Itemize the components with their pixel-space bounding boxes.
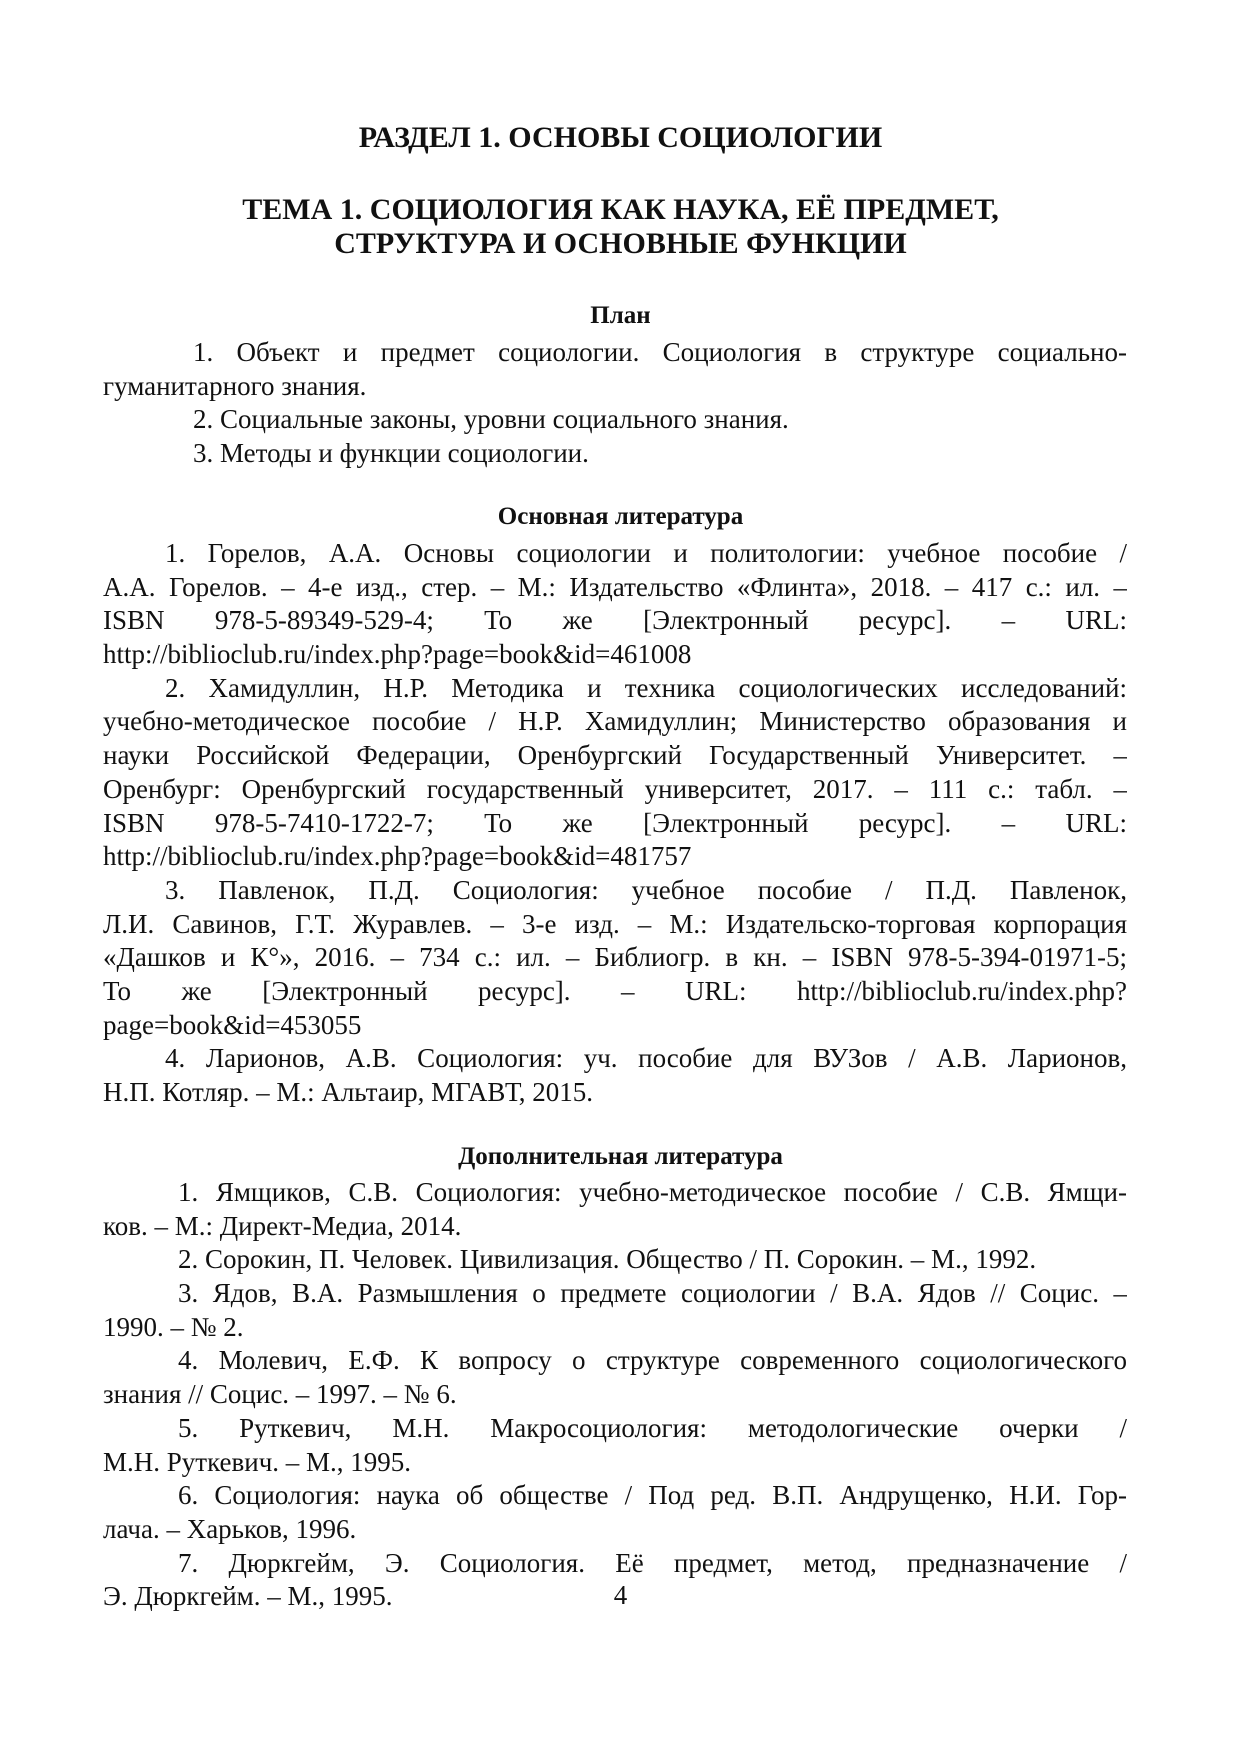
text-line: А.А. Горелов. – 4-е изд., стер. – М.: Издательство «Флинта», 2018. – 417 с.: ил. – [103, 571, 1127, 602]
topic-title-line: ТЕМА 1. СОЦИОЛОГИЯ КАК НАУКА, ЕЁ ПРЕДМЕТ, [242, 193, 999, 226]
text-line: 3. Методы и функции социологии. [193, 438, 589, 469]
text-line: 1. Горелов, А.А. Основы социологии и политологии: учебное пособие / [165, 538, 1127, 568]
text-line: 1. Ямщиков, С.В. Социология: учебно-методическое пособие / С.В. Ямщи- [178, 1177, 1127, 1207]
plan-heading: План [590, 302, 651, 329]
main-literature-heading: Основная литература [497, 503, 744, 530]
list-item [103, 1243, 1127, 1277]
text-line: 7. Дюркгейм, Э. Социология. Её предмет, метод, предназначение / [178, 1547, 1127, 1578]
text-line: То же [Электронный ресурс]. – URL: http://biblioclub.ru/index.php? [103, 975, 1127, 1006]
text-line: 2. Хамидуллин, Н.Р. Методика и техника социологических исследований: [165, 672, 1127, 703]
text-line: ISBN 978-5-7410-1722-7; То же [Электронный ресурс]. – URL: [103, 807, 1127, 838]
text-line: 1990. – № 2. [103, 1311, 244, 1342]
text-line: М.Н. Руткевич. – М., 1995. [103, 1446, 412, 1477]
topic-title-line: СТРУКТУРА И ОСНОВНЫЕ ФУНКЦИИ [334, 227, 907, 260]
text-line: 2. Сорокин, П. Человек. Цивилизация. Общество / П. Сорокин. – М., 1992. [178, 1244, 1037, 1275]
list-item [103, 1344, 1127, 1411]
text-line: Н.П. Котляр. – М.: Альтаир, МГАВТ, 2015. [103, 1077, 594, 1107]
text-line: http://biblioclub.ru/index.php?page=book&id=461008 [103, 639, 692, 670]
list-item [103, 672, 1127, 874]
text-line: Оренбург: Оренбургский государственный университет, 2017. – 111 с.: табл. – [103, 773, 1127, 804]
list-item [103, 1176, 1127, 1243]
text-line: page=book&id=453055 [103, 1009, 362, 1040]
plan-list [103, 336, 1127, 471]
text-line: знания // Социс. – 1997. – № 6. [103, 1379, 457, 1410]
text-line: Э. Дюркгейм. – М., 1995. [103, 1581, 393, 1612]
list-item [103, 336, 1127, 403]
text-line: гуманитарного знания. [103, 370, 367, 401]
text-line: «Дашков и К°», 2016. – 734 с.: ил. – Библиогр. в кн. – ISBN 978-5-394-01971-5; [103, 942, 1127, 973]
list-item [103, 403, 1127, 437]
list-item [103, 1277, 1127, 1344]
list-item [103, 537, 1127, 672]
text-line: учебно-методическое пособие / Н.Р. Хамидуллин; Министерство образования и [103, 706, 1127, 737]
text-line: 1. Объект и предмет социологии. Социология в структуре социально- [193, 337, 1127, 367]
extra-literature-list [103, 1176, 1127, 1614]
text-line: 3. Ядов, В.А. Размышления о предмете социологии / В.А. Ядов // Социс. – [178, 1278, 1127, 1309]
list-item [103, 437, 1127, 471]
text-line: http://biblioclub.ru/index.php?page=book&id=481757 [103, 841, 692, 872]
text-line: науки Российской Федерации, Оренбургский Государственный Университет. – [103, 740, 1127, 771]
text-line: лача. – Харьков, 1996. [103, 1513, 357, 1544]
extra-literature-heading: Дополнительная литература [458, 1143, 783, 1170]
list-item [103, 874, 1127, 1042]
section-title: РАЗДЕЛ 1. ОСНОВЫ СОЦИОЛОГИИ [358, 121, 883, 154]
list-item [103, 1412, 1127, 1479]
text-line: 3. Павленок, П.Д. Социология: учебное пособие / П.Д. Павленок, [165, 874, 1127, 905]
text-line: 5. Руткевич, М.Н. Макросоциология: методологические очерки / [178, 1412, 1127, 1443]
main-literature-list [103, 537, 1127, 1110]
text-line: Л.И. Савинов, Г.Т. Журавлев. – 3-е изд. – М.: Издательско-торговая корпорация [103, 908, 1127, 939]
text-line: 4. Молевич, Е.Ф. К вопросу о структуре современного социологического [178, 1345, 1127, 1376]
text-line: 2. Социальные законы, уровни социального знания. [193, 404, 789, 435]
page-number: 4 [613, 1580, 628, 1610]
list-item [103, 1479, 1127, 1546]
list-item [103, 1042, 1127, 1109]
text-line: ISBN 978-5-89349-529-4; То же [Электронный ресурс]. – URL: [103, 605, 1127, 636]
text-line: ков. – М.: Директ-Медиа, 2014. [103, 1210, 462, 1241]
topic-title [0, 193, 1241, 261]
text-line: 4. Ларионов, А.В. Социология: уч. пособие для ВУЗов / А.В. Ларионов, [165, 1043, 1127, 1074]
text-line: 6. Социология: наука об обществе / Под ред. В.П. Андрущенко, Н.И. Гор- [178, 1480, 1127, 1511]
